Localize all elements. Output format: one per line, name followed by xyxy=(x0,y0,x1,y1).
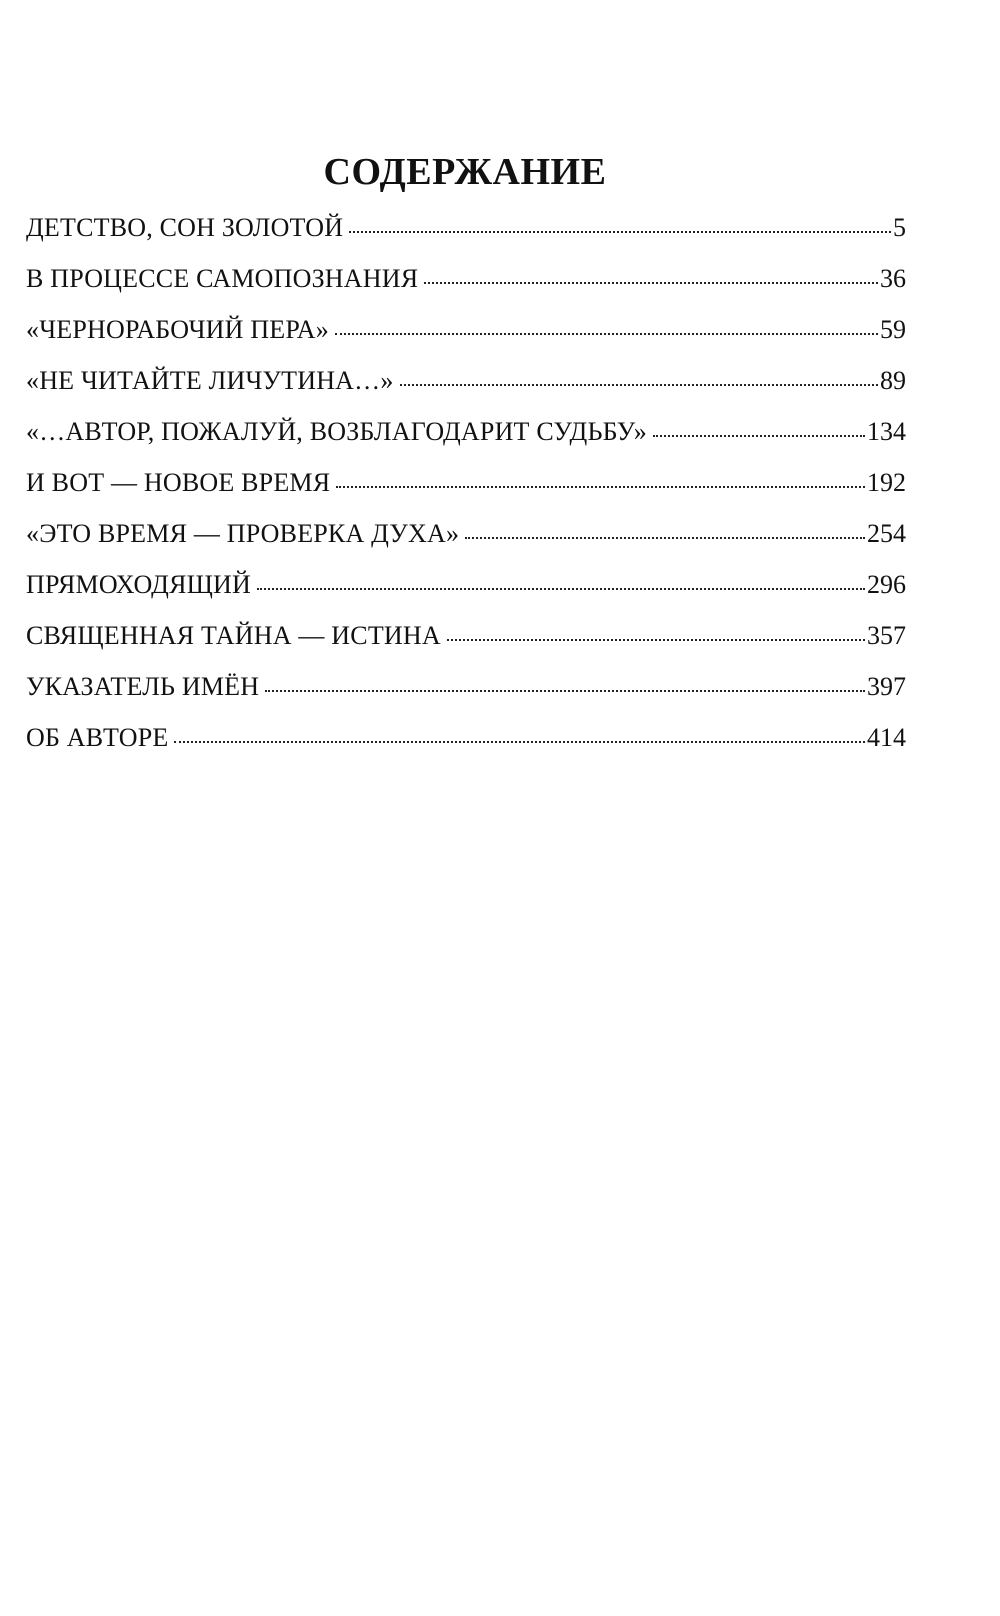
toc-entry xyxy=(26,317,906,368)
toc-entry xyxy=(26,266,906,317)
toc-entry-title: ОБ АВТОРЕ xyxy=(26,723,169,752)
dot-leader xyxy=(336,486,865,488)
toc-entry xyxy=(26,572,906,623)
toc-entry xyxy=(26,674,906,725)
toc-entry xyxy=(26,419,906,470)
toc-entry-title: И ВОТ — НОВОЕ ВРЕМЯ xyxy=(26,468,331,497)
toc-entry-page: 89 xyxy=(880,366,906,395)
toc-entry-title: «…АВТОР, ПОЖАЛУЙ, ВОЗБЛАГОДАРИТ СУДЬБУ» xyxy=(26,417,647,446)
toc-entry-page: 192 xyxy=(867,468,906,497)
dot-leader xyxy=(335,333,878,335)
dot-leader xyxy=(174,741,865,743)
toc-entry-title: «НЕ ЧИТАЙТЕ ЛИЧУТИНА…» xyxy=(26,366,394,395)
toc-entry xyxy=(26,368,906,419)
toc-entry-page: 59 xyxy=(880,315,906,344)
dot-leader xyxy=(447,639,865,641)
toc-entry-page: 414 xyxy=(867,723,906,752)
dot-leader xyxy=(349,231,891,233)
toc-entry-page: 357 xyxy=(867,621,906,650)
toc-entry xyxy=(26,623,906,674)
toc-entry-page: 254 xyxy=(867,519,906,548)
toc-entry-page: 36 xyxy=(880,264,906,293)
toc-entry-page: 397 xyxy=(867,672,906,701)
table-of-contents xyxy=(26,215,906,776)
toc-entry xyxy=(26,470,906,521)
toc-entry-title: ПРЯМОХОДЯЩИЙ xyxy=(26,570,251,599)
dot-leader xyxy=(653,435,865,437)
toc-entry xyxy=(26,725,906,776)
toc-entry-title: СВЯЩЕННАЯ ТАЙНА — ИСТИНА xyxy=(26,621,441,650)
dot-leader xyxy=(257,588,865,590)
dot-leader xyxy=(400,384,878,386)
toc-entry-page: 5 xyxy=(893,213,906,242)
toc-entry-title: «ЧЕРНОРАБОЧИЙ ПЕРА» xyxy=(26,315,329,344)
toc-entry-title: В ПРОЦЕССЕ САМОПОЗНАНИЯ xyxy=(26,264,419,293)
toc-entry xyxy=(26,521,906,572)
toc-entry-page: 134 xyxy=(867,417,906,446)
toc-entry xyxy=(26,215,906,266)
page-title: СОДЕРЖАНИЕ xyxy=(323,151,607,194)
toc-entry-title: «ЭТО ВРЕМЯ — ПРОВЕРКА ДУХА» xyxy=(26,519,460,548)
dot-leader xyxy=(465,537,865,539)
dot-leader xyxy=(265,690,865,692)
toc-entry-title: УКАЗАТЕЛЬ ИМЁН xyxy=(26,672,260,701)
dot-leader xyxy=(424,282,878,284)
toc-entry-title: ДЕТСТВО, СОН ЗОЛОТОЙ xyxy=(26,213,344,242)
toc-entry-page: 296 xyxy=(867,570,906,599)
